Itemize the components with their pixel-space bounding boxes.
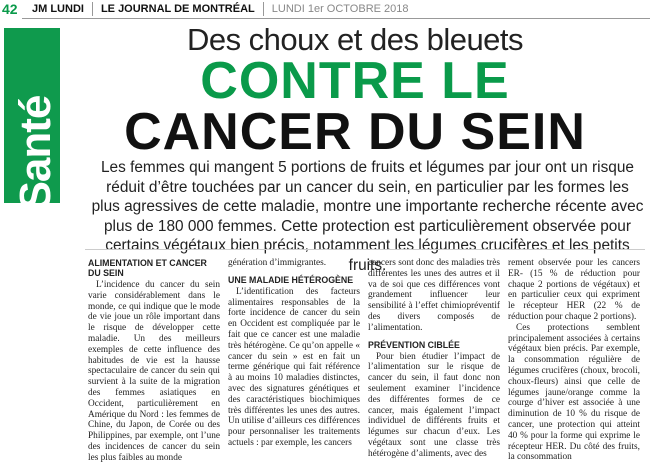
column-heading: PRÉVENTION CIBLÉE xyxy=(368,339,460,350)
column-text-top: rement observée pour les cancers ER- (15 % de réduction pour chaque 2 portions de végétaux) et en particulier ceux qui expriment le récepteur HER (22 % de réduction pour chaque 2 portions). xyxy=(508,258,640,322)
headline-line-1: CONTRE LE xyxy=(200,52,510,110)
column-heading: ALIMENTATION ET CANCER DU SEIN xyxy=(88,258,207,278)
column-heading: UNE MALADIE HÉTÉROGÈNE xyxy=(228,274,354,285)
body-column-2 xyxy=(228,258,360,448)
body-column-4 xyxy=(508,258,640,463)
section-label: Santé xyxy=(11,95,60,211)
section-banner xyxy=(4,28,60,211)
page-number: 42 xyxy=(2,1,18,17)
masthead-bar xyxy=(22,0,650,19)
column-text: Ces protections semblent principalement associées à certains végétaux bien précis. Par exemple, la consommation régulière de légumes crucifères (choux, brocoli, choux-fleurs) ainsi que celle de légumes jaune/orange comme la courge d’hiver est associée à une diminution de 10 % du risque de cancer, une protection qui atteint 40 % pour la forme qui exprime le récepteur HER. Du côté des fruits, la consommation xyxy=(508,322,640,463)
column-text-top: cancers sont donc des maladies très différentes les unes des autres et il va de soi que ces différences vont grandement influencer leur sensibilité à l’effet chimiopréventif des divers composés de l’alimentation. xyxy=(368,258,500,333)
body-column-1 xyxy=(88,258,220,463)
headline-line-2: CANCER DU SEIN xyxy=(124,103,586,161)
column-text: L’identification des facteurs alimentaires responsables de la forte incidence de cancer du sein en Occident est compliquée par le fait que ce cancer est une maladie très hétérogène. Ce qu’on appelle « cancer du sein » est en fait un terme générique qui fait référence à au moins 10 maladies distinctes, avec des signatures génétiques et des caractéristiques biochimiques très différentes les unes des autres. Un utilise d’ailleurs ces différences pour personnaliser les traitements actuels : par exemple, les cancers xyxy=(228,286,360,448)
column-text: L’incidence du cancer du sein varie considérablement dans le monde, ce qui indique que le mode de vie joue un rôle important dans le risque de développer cette maladie. Un des meilleurs exemples de cette influence des habitudes de vie est la hausse spectaculaire de cancer du sein qui survient à la suite de la migration des femmes asiatiques en Occident, particulièrement en Amérique du Nord : les femmes de Chine, du Japon, de Corée ou des Philippines, par exemple, ont l’une des incidences de cancer du sein les plus faibles au monde xyxy=(88,280,220,463)
issue-date: LUNDI 1er OCTOBRE 2018 xyxy=(271,3,409,15)
column-text: Pour bien étudier l’impact de l’alimentation sur le risque de cancer du sein, il faut donc non seulement examiner l’incidence des différentes formes de ce cancer, mais également l’impact individuel de différents fruits et légumes sur chacun d’eux. Les végétaux sont une classe très hétérogène d’aliments, avec des xyxy=(368,351,500,459)
column-text-top: génération d’immigrantes. xyxy=(228,258,327,268)
publication-name: LE JOURNAL DE MONTRÉAL xyxy=(93,2,264,16)
article-subtitle: Des choux et des bleuets xyxy=(186,22,524,57)
article-lede: Les femmes qui mangent 5 portions de fruits et légumes par jour ont un risque réduit d’être touchées par un cancer du sein, en particulier par les formes les plus agressives de cette maladie, montre une importante recherche récente avec plus de 180 000 femmes. Cette protection est particulièrement observée pour certains végétaux bien précis, notamment les légumes crucifères et les petits fruits. xyxy=(91,159,644,274)
article-body xyxy=(88,258,650,463)
body-column-3 xyxy=(368,258,500,459)
divider xyxy=(85,249,645,250)
section-tag: JM LUNDI xyxy=(22,2,93,16)
